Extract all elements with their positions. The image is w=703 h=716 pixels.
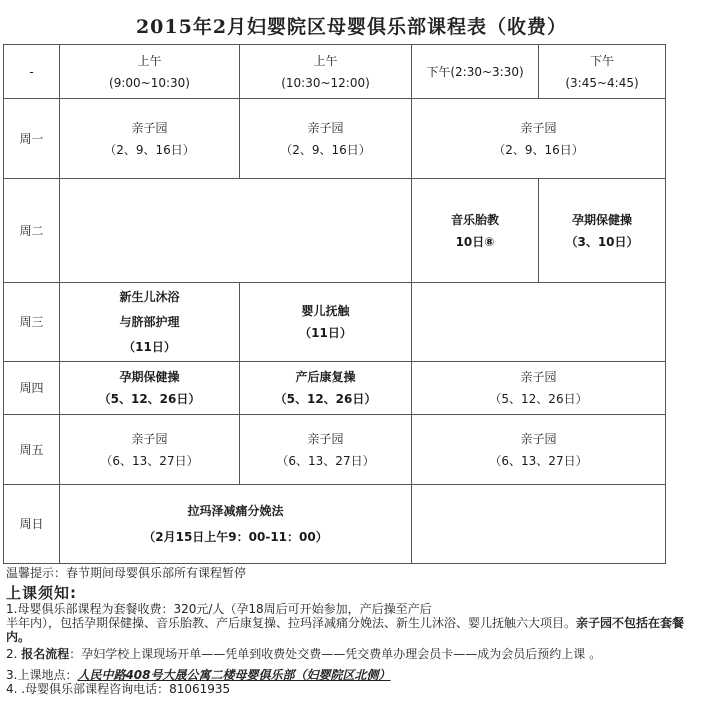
- header-afternoon-2-time: (3:45~4:45): [565, 75, 639, 90]
- day-label-tuesday: 周二: [4, 179, 60, 283]
- schedule-table: [3, 44, 666, 564]
- row-thursday: [4, 362, 666, 415]
- cell-fri-pm: 亲子园 （6、13、27日）: [412, 415, 666, 485]
- cell-mon-am2: 亲子园 （2、9、16日）: [240, 99, 412, 179]
- cell-sun-am: 拉玛泽减痛分娩法 （2月15日上午9：00-11：00）: [60, 485, 412, 564]
- day-label-wednesday: 周三: [4, 283, 60, 362]
- cell-tue-pm1: 音乐胎教 10日⑧: [412, 179, 539, 283]
- header-morning-2: [240, 45, 412, 99]
- note-item-1-bold: 亲子园不包括在套餐内。: [6, 616, 685, 644]
- header-afternoon-1: 下午(2:30~3:30): [412, 45, 539, 99]
- notes-section: [6, 566, 701, 696]
- cell-thu-am1: 孕期保健操 （5、12、26日）: [60, 362, 240, 415]
- cell-wed-am1: 新生儿沐浴 与脐部护理 （11日）: [60, 283, 240, 362]
- cell-fri-am1: 亲子园 （6、13、27日）: [60, 415, 240, 485]
- day-label-thursday: 周四: [4, 362, 60, 415]
- cell-mon-am1: 亲子园 （2、9、16日）: [60, 99, 240, 179]
- row-monday: [4, 99, 666, 179]
- header-corner: -: [4, 45, 60, 99]
- row-tuesday: [4, 179, 666, 283]
- day-label-friday: 周五: [4, 415, 60, 485]
- note-item-3: 3.上课地点：人民中路408号大晟公寓二楼母婴俱乐部（妇婴院区北侧）: [6, 668, 391, 682]
- note-item-1: 1.母婴俱乐部课程为套餐收费：320元/人（孕18周后可开始参加，产后操至产后 半年内），包括孕期保健操、音乐胎教、产后康复操、拉玛泽减痛分娩法、新生儿沐浴、婴儿抚触六大项目。亲子园不包括在套餐内。: [6, 602, 685, 644]
- cell-mon-pm: 亲子园 （2、9、16日）: [412, 99, 666, 179]
- row-wednesday: [4, 283, 666, 362]
- header-morning-2-label: 上午: [313, 53, 338, 68]
- header-afternoon-2-label: 下午: [589, 53, 614, 68]
- cell-thu-am2: 产后康复操 （5、12、26日）: [240, 362, 412, 415]
- notes-heading: 上课须知:: [6, 584, 77, 602]
- cell-tue-pm2: 孕期保健操 （3、10日）: [539, 179, 666, 283]
- header-morning-1: [60, 45, 240, 99]
- note-item-2: 2. 报名流程：孕妇学校上课现场开单——凭单到收费处交费——凭交费单办理会员卡——成为会员后预约上课 。: [6, 647, 602, 661]
- cell-tue-am: [60, 179, 412, 283]
- day-label-monday: 周一: [4, 99, 60, 179]
- header-row: [4, 45, 666, 99]
- row-sunday: [4, 485, 666, 564]
- cell-wed-am2: 婴儿抚触 （11日）: [240, 283, 412, 362]
- header-morning-1-label: 上午: [137, 53, 162, 68]
- header-morning-1-time: (9:00~10:30): [109, 75, 190, 90]
- warm-tip: 温馨提示：春节期间母婴俱乐部所有课程暂停: [6, 566, 247, 580]
- cell-sun-pm: [412, 485, 666, 564]
- note-item-4: 4. .母婴俱乐部课程咨询电话：81061935: [6, 682, 231, 696]
- header-morning-2-time: (10:30~12:00): [281, 75, 370, 90]
- cell-wed-pm: [412, 283, 666, 362]
- cell-thu-pm: 亲子园 （5、12、26日）: [412, 362, 666, 415]
- header-afternoon-2: [539, 45, 666, 99]
- class-location: 人民中路408号大晟公寓二楼母婴俱乐部（妇婴院区北侧）: [77, 668, 391, 682]
- day-label-sunday: 周日: [4, 485, 60, 564]
- row-friday: [4, 415, 666, 485]
- note-item-2-bold: 报名流程: [21, 647, 70, 661]
- cell-fri-am2: 亲子园 （6、13、27日）: [240, 415, 412, 485]
- page-title: 2015年2月妇婴院区母婴俱乐部课程表（收费）: [135, 16, 568, 38]
